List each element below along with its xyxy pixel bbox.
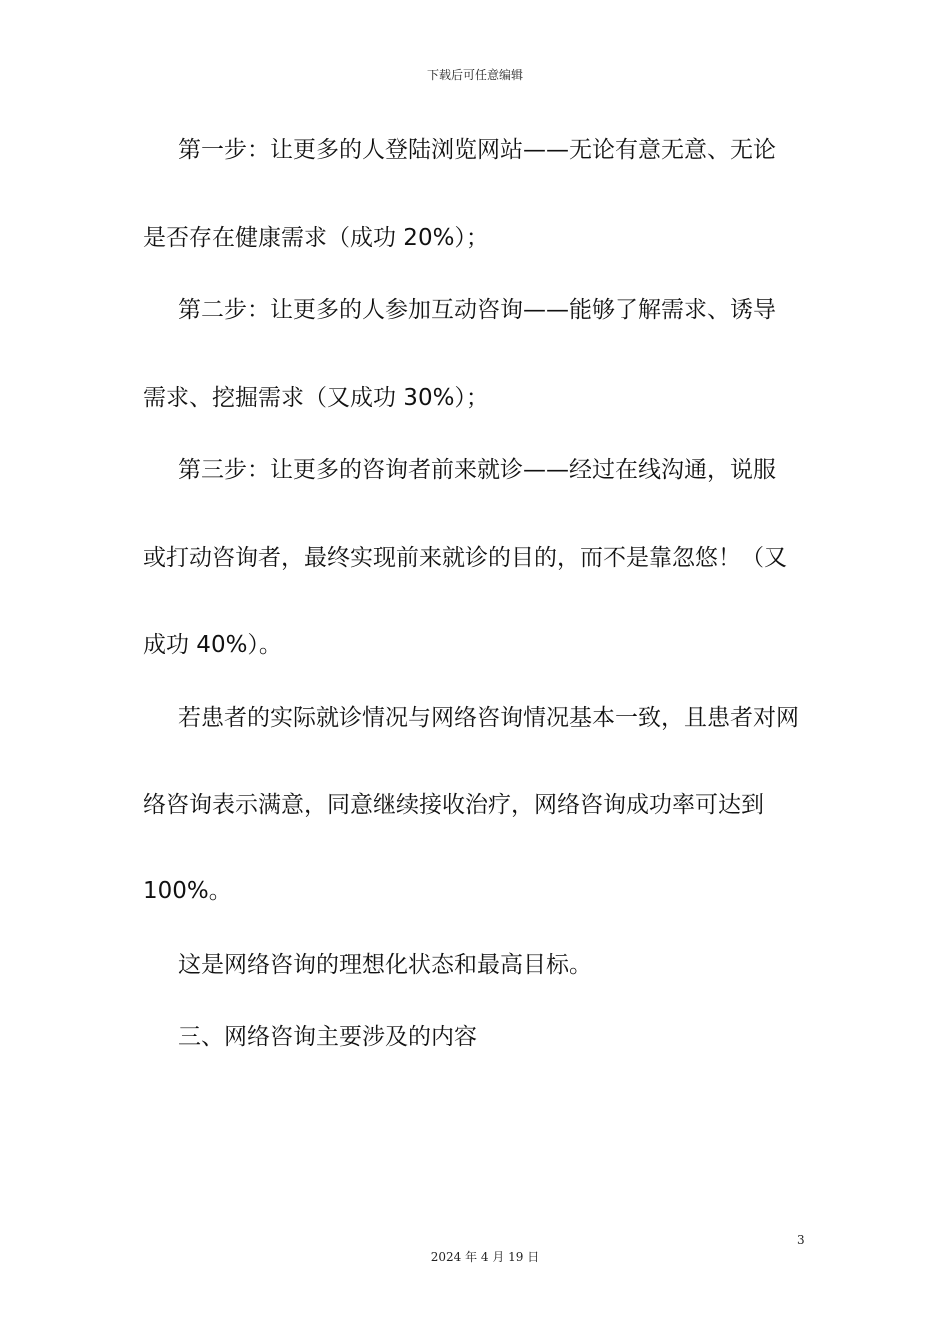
text-line: 第三步：让更多的咨询者前来就诊——经过在线沟通，说服 — [178, 457, 776, 483]
page-header: 下载后可任意编辑 — [426, 68, 523, 82]
text-line: 第二步：让更多的人参加互动咨询——能够了解需求、诱导 — [178, 297, 776, 323]
text-line: 第一步：让更多的人登陆浏览网站——无论有意无意、无论 — [178, 137, 776, 163]
text-line: 络咨询表示满意，同意继续接收治疗，网络咨询成功率可达到 — [143, 792, 764, 818]
text-line: 或打动咨询者，最终实现前来就诊的目的，而不是靠忽悠！（又 — [143, 545, 787, 571]
text-line: 这是网络咨询的理想化状态和最高目标。 — [178, 952, 592, 978]
text-line: 是否存在健康需求（成功 20%）； — [143, 225, 489, 251]
page-number: 3 — [797, 1233, 805, 1247]
text-line: 若患者的实际就诊情况与网络咨询情况基本一致，且患者对网 — [178, 705, 799, 731]
text-line: 成功 40%）。 — [143, 632, 282, 658]
page-footer-date: 2024 年 4 月 19 日 — [430, 1250, 540, 1264]
text-line: 需求、挖掘需求（又成功 30%）； — [143, 385, 489, 411]
section-heading: 三、网络咨询主要涉及的内容 — [178, 1024, 477, 1050]
text-line: 100%。 — [143, 878, 232, 904]
